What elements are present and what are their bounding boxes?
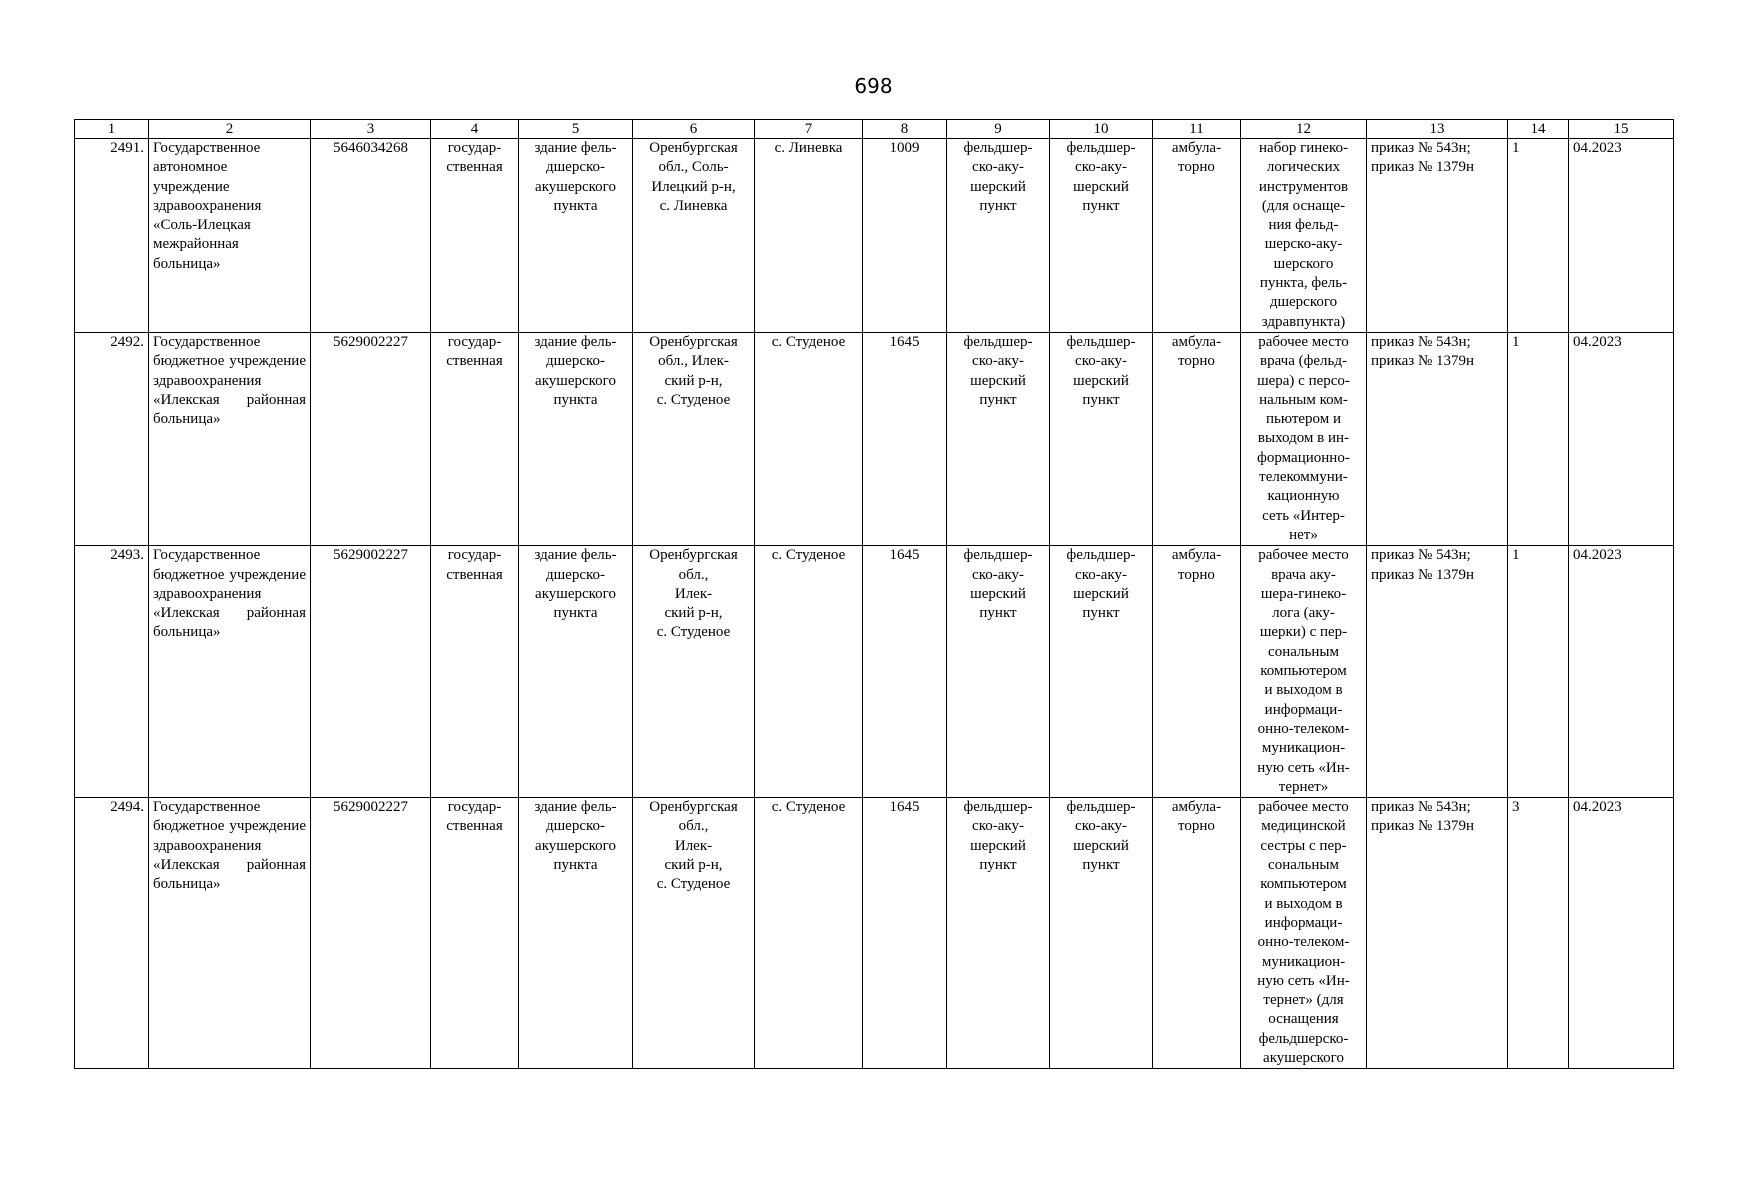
- cell-line: приказ № 1379н: [1371, 566, 1475, 583]
- cell-building: [519, 333, 633, 546]
- cell-line: пункт: [979, 857, 1017, 874]
- cell-date: 04.2023: [1569, 139, 1674, 333]
- cell-line: оснащения: [1268, 1011, 1339, 1028]
- cell-line: нет»: [1289, 526, 1318, 543]
- cell-line: ственная: [446, 818, 503, 835]
- cell-quantity: 3: [1508, 798, 1569, 1069]
- cell-line: здание фель-: [534, 547, 617, 564]
- cell-line: государ-: [447, 334, 502, 350]
- cell-line: ский р-н,: [664, 372, 723, 389]
- cell-line: с. Студеное: [656, 391, 731, 408]
- column-header: 13: [1367, 120, 1508, 139]
- cell-address: [633, 333, 755, 546]
- cell-line: шерского: [1273, 255, 1334, 272]
- cell-line: ский р-н,: [664, 605, 723, 622]
- page-number: 698: [854, 74, 893, 98]
- cell-line: ско-аку-: [1075, 353, 1127, 370]
- cell-line: (для оснаще-: [1261, 197, 1346, 214]
- cell-line: фельдшер-: [963, 140, 1033, 156]
- cell-line: рабочее место: [1258, 334, 1349, 350]
- cell-quantity: 1: [1508, 333, 1569, 546]
- cell-ownership: [431, 333, 519, 546]
- cell-line: дшерско-: [545, 353, 606, 370]
- cell-line: врача (фельд-: [1260, 353, 1347, 370]
- cell-line: акушерского: [1263, 1049, 1344, 1066]
- cell-organization: Государственное бюджетное учреждение здравоохранения «Илекская районная больница»: [149, 546, 311, 798]
- cell-line: акушерского: [535, 585, 616, 602]
- cell-line: фельдшер-: [963, 547, 1033, 564]
- cell-line: сональным: [1268, 643, 1339, 660]
- cell-order: [1367, 546, 1508, 798]
- cell-line: с. Студеное: [656, 876, 731, 893]
- cell-line: пункт: [1082, 605, 1120, 622]
- cell-quantity: 1: [1508, 139, 1569, 333]
- cell-line: обл.,: [678, 566, 709, 583]
- cell-line: ско-аку-: [972, 566, 1024, 583]
- cell-line: компьютером: [1260, 663, 1347, 680]
- cell-line: ско-аку-: [1075, 566, 1127, 583]
- cell-line: пункта: [553, 391, 598, 408]
- cell-line: тернет»: [1278, 778, 1329, 795]
- cell-locality: с. Линевка: [755, 139, 863, 333]
- cell-line: дшерско-: [545, 818, 606, 835]
- cell-date: 04.2023: [1569, 333, 1674, 546]
- cell-line: сестры с пер-: [1260, 837, 1347, 854]
- cell-order: [1367, 798, 1508, 1069]
- cell-quantity: 1: [1508, 546, 1569, 798]
- cell-locality: с. Студеное: [755, 333, 863, 546]
- cell-line: компьютером: [1260, 876, 1347, 893]
- cell-number: 2492.: [75, 333, 149, 546]
- column-header: 9: [947, 120, 1050, 139]
- cell-line: Илек-: [674, 837, 713, 854]
- cell-line: акушерского: [535, 178, 616, 195]
- cell-line: пункт: [979, 391, 1017, 408]
- cell-col11: [1153, 139, 1241, 333]
- cell-line: шерский: [1073, 585, 1129, 602]
- cell-line: ственная: [446, 159, 503, 176]
- cell-line: нальным ком-: [1259, 391, 1348, 408]
- cell-line: фельдшерско-: [1258, 1030, 1349, 1047]
- cell-line: дшерско-: [545, 566, 606, 583]
- cell-line: пункта: [553, 857, 598, 874]
- cell-date: 04.2023: [1569, 798, 1674, 1069]
- cell-line: шерский: [1073, 837, 1129, 854]
- cell-equipment: [1241, 546, 1367, 798]
- cell-line: ную сеть «Ин-: [1257, 759, 1350, 776]
- cell-line: шера) с персо-: [1257, 372, 1350, 389]
- cell-line: ско-аку-: [972, 818, 1024, 835]
- cell-line: дшерско-: [545, 159, 606, 176]
- cell-number: 2493.: [75, 546, 149, 798]
- column-header: 7: [755, 120, 863, 139]
- cell-locality: с. Студеное: [755, 546, 863, 798]
- cell-col8: 1645: [863, 546, 947, 798]
- cell-line: приказ № 1379н: [1371, 159, 1475, 176]
- cell-line: ственная: [446, 353, 503, 370]
- cell-line: пункт: [1082, 391, 1120, 408]
- cell-line: Илек-: [674, 585, 713, 602]
- cell-line: фельдшер-: [1066, 334, 1136, 350]
- cell-line: фельдшер-: [1066, 140, 1136, 156]
- cell-line: фельдшер-: [963, 334, 1033, 350]
- cell-col10: [1050, 333, 1153, 546]
- cell-line: логических: [1266, 159, 1341, 176]
- cell-line: тернет» (для: [1263, 992, 1344, 1009]
- cell-line: шерский: [970, 178, 1026, 195]
- column-header: 4: [431, 120, 519, 139]
- cell-line: пункта: [553, 605, 598, 622]
- cell-inn: 5629002227: [311, 333, 431, 546]
- cell-col9: [947, 798, 1050, 1069]
- cell-line: здание фель-: [534, 334, 617, 350]
- cell-line: амбула-: [1171, 334, 1222, 350]
- column-header: 14: [1508, 120, 1569, 139]
- column-header: 6: [633, 120, 755, 139]
- cell-line: онно-телеком-: [1257, 720, 1350, 737]
- cell-order: [1367, 333, 1508, 546]
- cell-organization: Государственное бюджетное учреждение здравоохранения «Илекская районная больница»: [149, 798, 311, 1069]
- cell-line: ско-аку-: [972, 353, 1024, 370]
- cell-line: обл., Илек-: [658, 353, 729, 370]
- cell-col8: 1009: [863, 139, 947, 333]
- cell-line: государ-: [447, 799, 502, 816]
- cell-line: пункт: [979, 197, 1017, 214]
- cell-line: информаци-: [1264, 701, 1343, 718]
- cell-locality: с. Студеное: [755, 798, 863, 1069]
- cell-line: инструментов: [1258, 178, 1349, 195]
- cell-equipment: [1241, 333, 1367, 546]
- cell-equipment: [1241, 139, 1367, 333]
- cell-building: [519, 546, 633, 798]
- cell-line: шерки) с пер-: [1259, 624, 1348, 641]
- cell-line: пункт: [979, 605, 1017, 622]
- cell-line: торно: [1178, 566, 1215, 583]
- cell-address: [633, 139, 755, 333]
- cell-line: онно-телеком-: [1257, 934, 1350, 951]
- cell-line: акушерского: [535, 837, 616, 854]
- cell-line: приказ № 543н;: [1371, 334, 1471, 350]
- cell-line: и выходом в: [1264, 895, 1343, 912]
- cell-ownership: [431, 139, 519, 333]
- column-header: 2: [149, 120, 311, 139]
- table-row: [75, 139, 1674, 333]
- cell-line: амбула-: [1171, 140, 1222, 156]
- column-header: 1: [75, 120, 149, 139]
- cell-line: с. Линевка: [659, 197, 728, 214]
- cell-col10: [1050, 546, 1153, 798]
- cell-line: медицинской: [1261, 818, 1346, 835]
- cell-line: набор гинеко-: [1259, 140, 1348, 156]
- cell-line: приказ № 1379н: [1371, 353, 1475, 370]
- cell-equipment: [1241, 798, 1367, 1069]
- cell-col11: [1153, 798, 1241, 1069]
- cell-line: шерско-аку-: [1264, 236, 1343, 253]
- cell-line: формационно-: [1257, 449, 1350, 466]
- cell-number: 2491.: [75, 139, 149, 333]
- table-row: [75, 546, 1674, 798]
- cell-line: ско-аку-: [972, 159, 1024, 176]
- cell-line: Илецкий р-н,: [651, 178, 736, 195]
- cell-ownership: [431, 798, 519, 1069]
- cell-col10: [1050, 798, 1153, 1069]
- cell-col9: [947, 139, 1050, 333]
- cell-line: здание фель-: [534, 799, 617, 816]
- cell-col8: 1645: [863, 798, 947, 1069]
- cell-line: выходом в ин-: [1257, 430, 1350, 447]
- cell-line: муникацион-: [1261, 740, 1346, 757]
- cell-line: кационную: [1267, 488, 1340, 505]
- cell-line: приказ № 543н;: [1371, 140, 1471, 156]
- cell-line: торно: [1178, 818, 1215, 835]
- column-header: 3: [311, 120, 431, 139]
- cell-line: обл.,: [678, 818, 709, 835]
- cell-line: амбула-: [1171, 547, 1222, 564]
- cell-line: торно: [1178, 353, 1215, 370]
- cell-line: сональным: [1268, 857, 1339, 874]
- cell-line: фельдшер-: [1066, 799, 1136, 816]
- cell-line: и выходом в: [1264, 682, 1343, 699]
- cell-address: [633, 798, 755, 1069]
- cell-line: фельдшер-: [963, 799, 1033, 816]
- cell-line: Оренбургская: [649, 334, 738, 350]
- column-numbers-row: [75, 120, 1674, 139]
- cell-line: шерский: [970, 585, 1026, 602]
- cell-line: с. Студеное: [656, 624, 731, 641]
- cell-inn: 5629002227: [311, 546, 431, 798]
- cell-line: фельдшер-: [1066, 547, 1136, 564]
- cell-line: шерский: [970, 372, 1026, 389]
- cell-line: ско-аку-: [1075, 818, 1127, 835]
- cell-line: шерский: [1073, 178, 1129, 195]
- column-header: 5: [519, 120, 633, 139]
- cell-line: дшерского: [1269, 294, 1338, 311]
- cell-line: торно: [1178, 159, 1215, 176]
- cell-line: ния фельд-: [1268, 217, 1339, 234]
- cell-line: шера-гинеко-: [1260, 585, 1347, 602]
- cell-line: телекоммуни-: [1259, 469, 1348, 486]
- cell-line: приказ № 1379н: [1371, 818, 1475, 835]
- cell-line: пьютером и: [1265, 411, 1342, 428]
- cell-number: 2494.: [75, 798, 149, 1069]
- cell-col8: 1645: [863, 333, 947, 546]
- cell-line: шерский: [1073, 372, 1129, 389]
- cell-line: акушерского: [535, 372, 616, 389]
- cell-line: ственная: [446, 566, 503, 583]
- cell-building: [519, 139, 633, 333]
- cell-line: пункт: [1082, 197, 1120, 214]
- cell-line: здание фель-: [534, 140, 617, 156]
- cell-date: 04.2023: [1569, 546, 1674, 798]
- cell-col9: [947, 546, 1050, 798]
- cell-col11: [1153, 546, 1241, 798]
- cell-line: Оренбургская: [649, 140, 738, 156]
- cell-line: государ-: [447, 140, 502, 156]
- cell-ownership: [431, 546, 519, 798]
- cell-col11: [1153, 333, 1241, 546]
- cell-line: муникацион-: [1261, 953, 1346, 970]
- cell-building: [519, 798, 633, 1069]
- cell-line: ную сеть «Ин-: [1257, 972, 1350, 989]
- cell-line: пункт: [1082, 857, 1120, 874]
- cell-line: здравпункта): [1261, 313, 1346, 330]
- cell-line: лога (аку-: [1272, 605, 1335, 622]
- cell-organization: Государственное бюджетное учреждение здравоохранения «Илекская районная больница»: [149, 333, 311, 546]
- column-header: 12: [1241, 120, 1367, 139]
- cell-line: приказ № 543н;: [1371, 547, 1471, 564]
- cell-address: [633, 546, 755, 798]
- cell-line: государ-: [447, 547, 502, 564]
- cell-organization: Государственное автономное учреждение здравоохранения «Соль-Илецкая межрайонная больница»: [149, 139, 311, 333]
- cell-line: обл., Соль-: [658, 159, 729, 176]
- cell-line: Оренбургская: [649, 547, 738, 564]
- table-row: [75, 798, 1674, 1069]
- cell-line: сеть «Интер-: [1262, 507, 1345, 524]
- column-header: 10: [1050, 120, 1153, 139]
- cell-order: [1367, 139, 1508, 333]
- cell-line: рабочее место: [1258, 799, 1349, 816]
- cell-line: рабочее место: [1258, 547, 1349, 564]
- cell-line: ско-аку-: [1075, 159, 1127, 176]
- cell-line: приказ № 543н;: [1371, 799, 1471, 816]
- cell-line: пункта: [553, 197, 598, 214]
- column-header: 15: [1569, 120, 1674, 139]
- cell-inn: 5629002227: [311, 798, 431, 1069]
- cell-line: врача аку-: [1271, 566, 1336, 583]
- cell-line: Оренбургская: [649, 799, 738, 816]
- cell-inn: 5646034268: [311, 139, 431, 333]
- cell-line: пункта, фель-: [1259, 275, 1348, 292]
- cell-line: амбула-: [1171, 799, 1222, 816]
- cell-line: шерский: [970, 837, 1026, 854]
- column-header: 11: [1153, 120, 1241, 139]
- column-header: 8: [863, 120, 947, 139]
- table-row: [75, 333, 1674, 546]
- cell-col10: [1050, 139, 1153, 333]
- cell-line: ский р-н,: [664, 857, 723, 874]
- cell-col9: [947, 333, 1050, 546]
- cell-line: информаци-: [1264, 914, 1343, 931]
- registry-table: [74, 119, 1674, 1069]
